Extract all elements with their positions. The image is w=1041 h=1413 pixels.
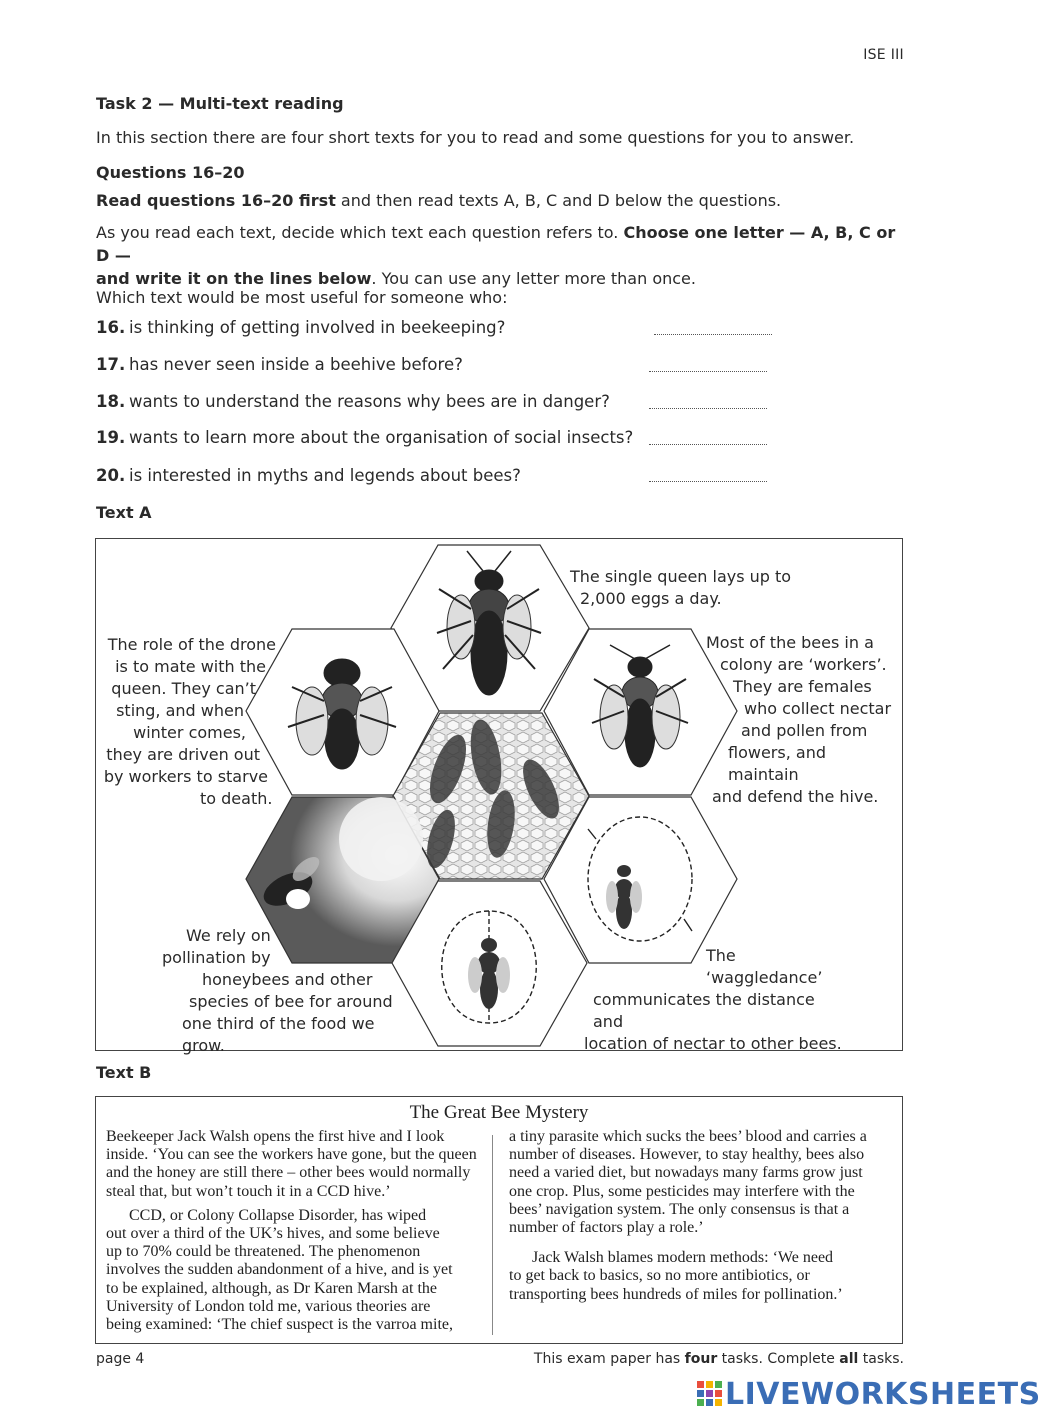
liveworksheets-logo-icon xyxy=(697,1381,723,1407)
caption-line: honeybees and other xyxy=(202,970,373,989)
question-number: 16. xyxy=(96,318,126,337)
caption-line: We rely on xyxy=(186,926,271,945)
article-line: out over a third of the UK’s hives, and some believe xyxy=(106,1225,440,1243)
read-instruction-rest: and then read texts A, B, C and D below the questions. xyxy=(335,191,782,210)
footer-note xyxy=(534,1351,904,1367)
caption-drone xyxy=(100,634,276,810)
caption-pollination xyxy=(162,925,422,1057)
article-line: inside. ‘You can see the workers have gone, but the queen xyxy=(106,1146,477,1164)
caption-line: queen. They can’t xyxy=(111,679,256,698)
task-intro: In this section there are four short texts for you to read and some questions for you to answer. xyxy=(96,128,855,147)
caption-line: and pollen from xyxy=(741,721,868,740)
question-text: wants to learn more about the organisation of social insects? xyxy=(129,428,634,447)
exam-code: ISE III xyxy=(863,47,904,63)
text-a-label: Text A xyxy=(96,503,152,522)
footer-note-e: tasks. xyxy=(858,1351,904,1367)
question-17 xyxy=(96,355,463,374)
article-line: University of London told me, various theories are xyxy=(106,1297,431,1315)
article-line: and the honey are still there – other bees would normally xyxy=(106,1164,471,1182)
caption-line: Most of the bees in a xyxy=(706,633,874,652)
page-number: page 4 xyxy=(96,1351,145,1367)
question-text: wants to understand the reasons why bees are in danger? xyxy=(129,392,610,411)
caption-line: colony are ‘workers’. xyxy=(720,655,887,674)
answer-line-18[interactable] xyxy=(649,408,767,409)
article-column-right xyxy=(509,1128,899,1304)
caption-line: by workers to starve xyxy=(103,767,268,786)
liveworksheets-brand[interactable] xyxy=(697,1376,1041,1412)
caption-line: location of nectar to other bees. xyxy=(584,1034,842,1053)
article-line: a tiny parasite which sucks the bees’ blood and carries a xyxy=(509,1128,867,1145)
question-text: is interested in myths and legends about bees? xyxy=(129,466,521,485)
article-line: Beekeeper Jack Walsh opens the first hive and I look xyxy=(106,1128,445,1145)
choose-instruction xyxy=(96,221,906,290)
question-number: 17. xyxy=(96,355,126,374)
question-text: is thinking of getting involved in beekeeping? xyxy=(129,318,506,337)
choose-instruction-c: . You can use any letter more than once. xyxy=(371,269,696,288)
footer-note-d: all xyxy=(839,1351,859,1367)
caption-line: flowers, and maintain xyxy=(728,743,826,784)
article-column-left xyxy=(106,1128,492,1334)
caption-line: they are driven out xyxy=(106,745,260,764)
article-title: The Great Bee Mystery xyxy=(409,1102,589,1123)
question-prompt: Which text would be most useful for someone who: xyxy=(96,288,508,307)
text-b-label: Text B xyxy=(96,1063,152,1082)
article-line: bees’ navigation system. The only consensus is that a xyxy=(509,1200,850,1218)
caption-line: sting, and when xyxy=(116,701,244,720)
answer-line-20[interactable] xyxy=(649,481,767,482)
read-instruction-bold: Read questions 16–20 first xyxy=(96,191,336,210)
caption-line: 2,000 eggs a day. xyxy=(580,589,722,608)
article-line: steal that, but won’t touch it in a CCD hive.’ xyxy=(106,1182,391,1200)
question-20 xyxy=(96,466,521,485)
question-19 xyxy=(96,428,633,447)
article-line: one crop. Plus, some pesticides may interfere with the xyxy=(509,1182,855,1200)
caption-line: They are females xyxy=(733,677,872,696)
article-line: need a varied diet, but nowadays many farms grow just xyxy=(509,1164,863,1182)
question-number: 20. xyxy=(96,466,126,485)
caption-line: pollination by xyxy=(162,948,271,967)
questions-title: Questions 16–20 xyxy=(96,163,245,182)
article-line: CCD, or Colony Collapse Disorder, has wiped xyxy=(129,1206,427,1224)
caption-line: and defend the hive. xyxy=(712,787,879,806)
caption-queen xyxy=(570,566,791,610)
caption-line: The ‘waggledance’ xyxy=(706,946,823,987)
article-line: involves the sudden abandonment of a hive, and is yet xyxy=(106,1261,453,1279)
caption-line: species of bee for around xyxy=(189,992,393,1011)
question-16 xyxy=(96,318,505,337)
question-18 xyxy=(96,392,610,411)
choose-instruction-b2: and write it on the lines below xyxy=(96,269,372,288)
read-instruction xyxy=(96,189,781,212)
question-number: 19. xyxy=(96,428,126,447)
choose-instruction-a: As you read each text, decide which text each question refers to. xyxy=(96,223,624,242)
answer-line-19[interactable] xyxy=(649,444,767,445)
article-line: to be explained, although, as Dr Karen Marsh at the xyxy=(106,1279,438,1297)
column-divider xyxy=(492,1135,493,1335)
choose-instruction-b1: Choose one letter — A, B, C or D — xyxy=(96,223,896,265)
article-line: being examined: ‘The chief suspect is the varroa mite, xyxy=(106,1316,453,1334)
article-line: number of diseases. However, to stay healthy, bees also xyxy=(509,1146,865,1164)
caption-line: The role of the drone xyxy=(107,635,276,654)
footer-note-c: tasks. Complete xyxy=(717,1351,840,1367)
question-text: has never seen inside a beehive before? xyxy=(129,355,463,374)
caption-line: communicates the distance and xyxy=(593,990,815,1031)
footer-note-b: four xyxy=(684,1351,718,1367)
article-line: to get back to basics, so no more antibiotics, or xyxy=(509,1267,810,1285)
task-title: Task 2 — Multi-text reading xyxy=(96,94,344,113)
article-line: number of factors play a role.’ xyxy=(509,1219,704,1237)
article-line: Jack Walsh blames modern methods: ‘We need xyxy=(532,1249,834,1267)
article-line: transporting bees hundreds of miles for pollination.’ xyxy=(509,1285,843,1303)
caption-line: to death. xyxy=(200,789,273,808)
brand-name: LIVEWORKSHEETS xyxy=(725,1376,1041,1412)
caption-line: one third of the food we grow. xyxy=(182,1014,375,1055)
caption-line: winter comes, xyxy=(133,723,246,742)
answer-line-17[interactable] xyxy=(649,371,767,372)
question-number: 18. xyxy=(96,392,126,411)
answer-line-16[interactable] xyxy=(654,334,772,335)
caption-line: who collect nectar xyxy=(744,699,892,718)
text-b-box xyxy=(95,1096,903,1344)
footer-note-a: This exam paper has xyxy=(533,1351,685,1367)
caption-dance xyxy=(584,945,844,1055)
caption-line: The single queen lays up to xyxy=(570,567,792,586)
text-a-box xyxy=(95,538,903,1055)
caption-line: is to mate with the xyxy=(115,657,266,676)
article-line: up to 70% could be threatened. The phenomenon xyxy=(106,1243,421,1261)
caption-workers xyxy=(696,632,899,808)
